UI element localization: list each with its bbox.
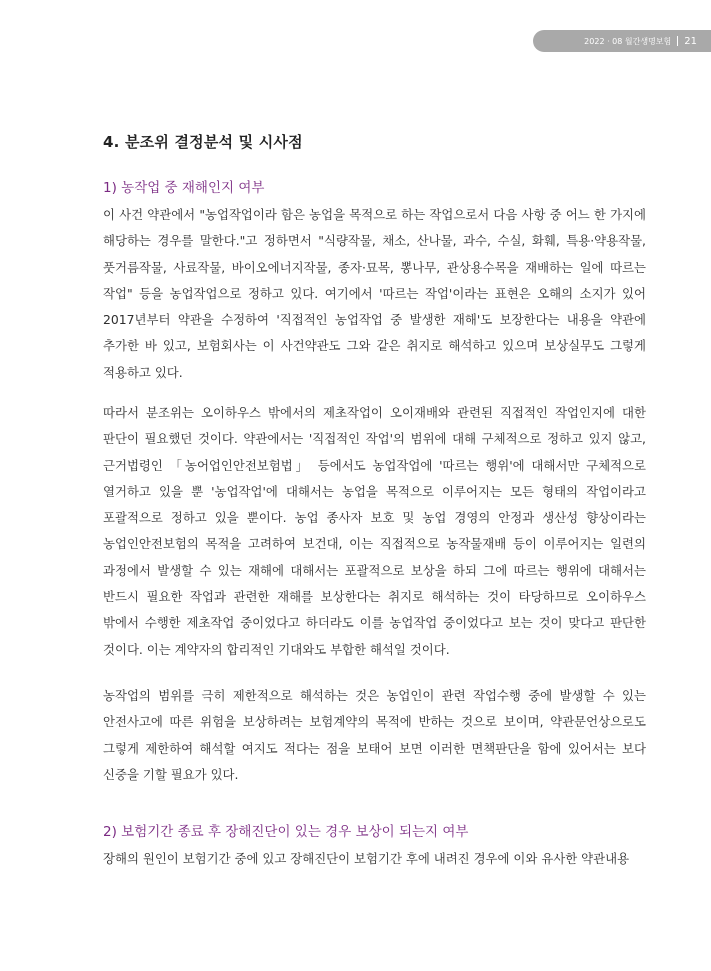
header-divider — [677, 36, 678, 46]
running-header — [533, 30, 711, 52]
subsection-title-2: 2) 보험기간 종료 후 장해진단이 있는 경우 보상이 되는지 여부 — [103, 824, 469, 840]
section-title: 4. 분조위 결정분석 및 시사점 — [103, 133, 303, 151]
paragraph-4: 장해의 원인이 보험기간 중에 있고 장해진단이 보험기간 후에 내려진 경우에 이와 유사한 약관내용 — [103, 851, 630, 866]
page-number: 21 — [684, 35, 697, 47]
paragraph-3: 농작업의 범위를 극히 제한적으로 해석하는 것은 농업인이 관련 작업수행 중에 발생할 수 있는 안전사고에 따른 위험을 보상하려는 보험계약의 목적에 반하는 것으로 보이며, 약관문언상으로도 그렇게 제한하여 해석할 여지도 적다는 점을 보태어 보면 이러한 면책판단을 함에 있어서는 보다 신중을 기할 필요가 있다. — [103, 688, 646, 782]
subsection-title-1: 1) 농작업 중 재해인지 여부 — [103, 180, 265, 196]
paragraph-2: 따라서 분조위는 오이하우스 밖에서의 제초작업이 오이재배와 관련된 직접적인 작업인지에 대한 판단이 필요했던 것이다. 약관에서는 '직접적인 작업'의 범위에 대해 구체적으로 정하고 있지 않고, 근거법령인 「농어업인안전보험법」 등에서도 농업작업에 '따르는 행위'에 대해서만 구체적으로 열거하고 있을 뿐 '농업작업'에 대해서는 농업을 목적으로 이루어지는 모든 형태의 작업이라고 포괄적으로 정하고 있을 뿐이다. 농업 종사자 보호 및 농업 경영의 안정과 생산성 향상이라는 농업인안전보험의 목적을 고려하여 보건대, 이는 직접적으로 농작물재배 등이 이루어지는 일련의 과정에서 발생할 수 있는 재해에 대해서는 포괄적으로 보상을 하되 그에 따르는 행위에 대해서는 반드시 필요한 작업과 관련한 재해를 보상한다는 취지로 해석하는 것이 타당하므로 오이하우스 밖에서 수행한 제초작업 중이었다고 하더라도 이를 농업작업 중이었다고 보는 것이 맞다고 판단한 것이다. 이는 계약자의 합리적인 기대와도 부합한 해석일 것이다. — [103, 405, 646, 657]
journal-name: 2022 · 08 월간생명보험 — [584, 36, 672, 46]
paragraph-1: 이 사건 약관에서 "농업작업이라 함은 농업을 목적으로 하는 작업으로서 다음 사항 중 어느 한 가지에 해당하는 경우를 말한다."고 정하면서 "식량작물, 채소, 산나물, 과수, 수실, 화훼, 특용·약용작물, 풋거름작물, 사료작물, 바이오에너지작물, 종자·묘목, 뽕나무, 관상용수목을 재배하는 일에 따르는 작업" 등을 농업작업으로 정하고 있다. 여기에서 '따르는 작업'이라는 표현은 오해의 소지가 있어 2017년부터 약관을 수정하여 '직접적인 농업작업 중 발생한 재해'도 보장한다는 내용을 약관에 추가한 바 있고, 보험회사는 이 사건약관도 그와 같은 취지로 해석하고 있으며 보상실무도 그렇게 적용하고 있다. — [103, 207, 646, 380]
